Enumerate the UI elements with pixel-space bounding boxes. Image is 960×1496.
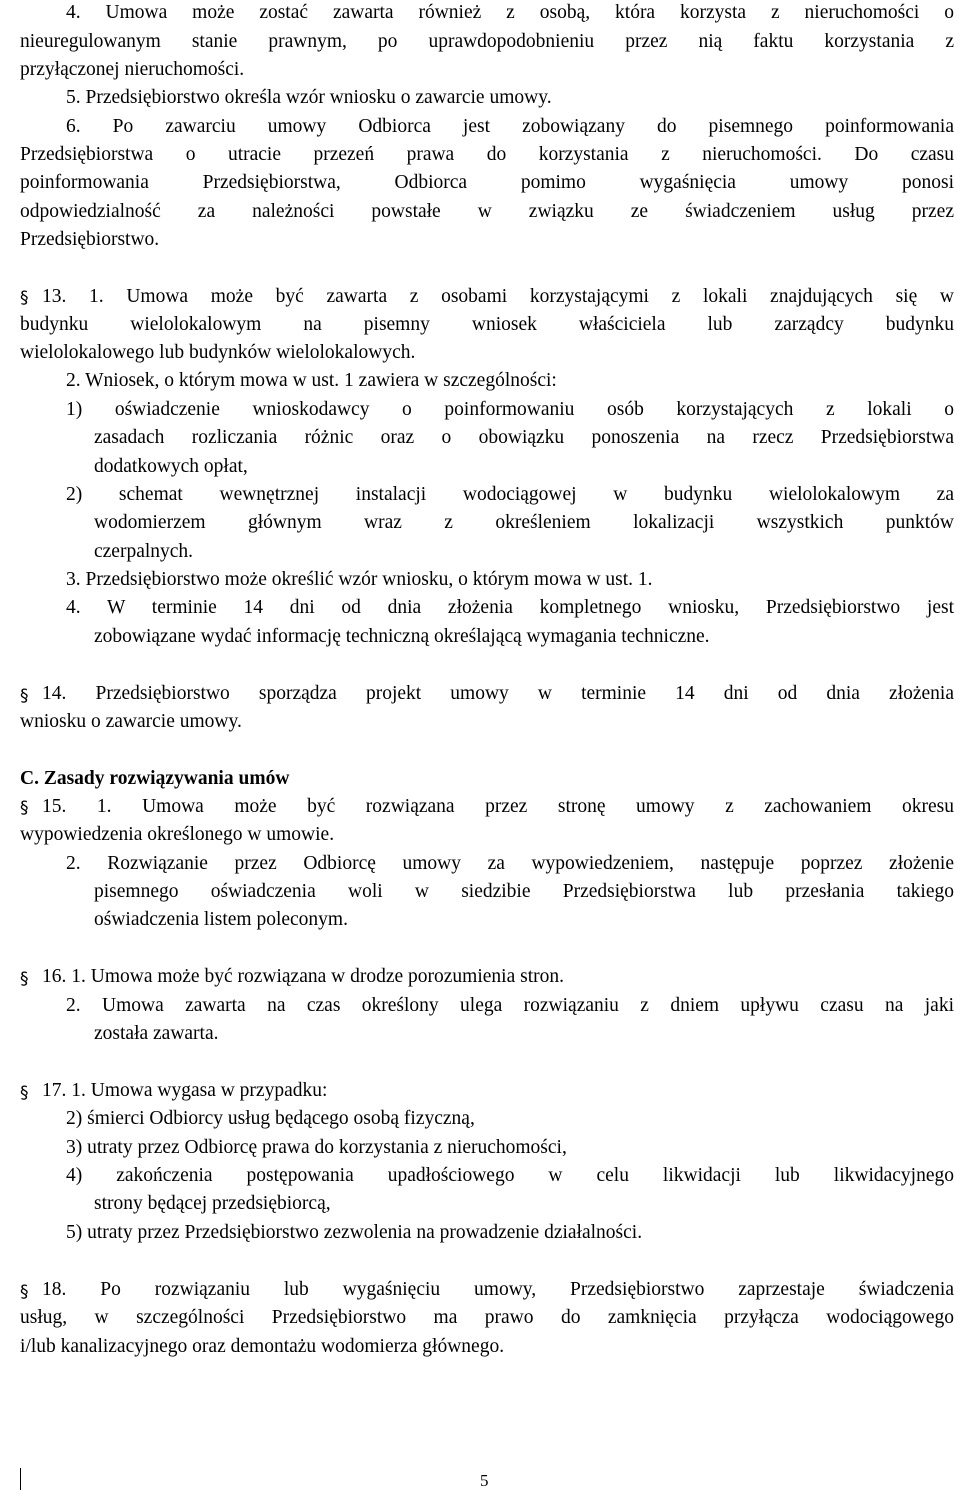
paragraph-4-line-2: nieuregulowanym stanie prawnym, po uprawdopodobnieniu przez nią faktu korzystania z (20, 31, 954, 52)
paragraph-4-line-3: przyłączonej nieruchomości. (20, 59, 245, 80)
paragraph-4-line-1: 4. Umowa może zostać zawarta również z osobą, która korzysta z nieruchomości o (66, 2, 954, 23)
section-16-point-2-line-1: 2. Umowa zawarta na czas określony ulega rozwiązaniu z dniem upływu czasu na jaki (66, 995, 954, 1016)
section-15-point-2-line-1: 2. Rozwiązanie przez Odbiorcę umowy za wypowiedzeniem, następuje poprzez złożenie (66, 853, 954, 874)
section-18-line-3: i/lub kanalizacyjnego oraz demontażu wodomierza głównego. (20, 1336, 505, 1357)
section-13-line-2: budynku wielolokalowym na pisemny wniosek właściciela lub zarządcy budynku (20, 314, 954, 335)
paragraph-6-line-3: poinformowania Przedsiębiorstwa, Odbiorca pomimo wygaśnięcia umowy ponosi (20, 172, 954, 193)
section-13-item-2-line-1: 2) schemat wewnętrznej instalacji wodociągowej w budynku wielolokalowym za (66, 484, 954, 505)
section-18-line-1: 18. Po rozwiązaniu lub wygaśnięciu umowy, Przedsiębiorstwo zaprzestaje świadczenia (42, 1279, 954, 1300)
section-13-point-3: 3. Przedsiębiorstwo może określić wzór wniosku, o którym mowa w ust. 1. (66, 569, 653, 590)
section-mark-18: § (20, 1282, 29, 1302)
section-17-item-4-line-1: 4) zakończenia postępowania upadłościowego w celu likwidacji lub likwidacyjnego (66, 1165, 954, 1186)
section-15-line-1: 15. 1. Umowa może być rozwiązana przez stronę umowy z zachowaniem okresu (42, 796, 954, 817)
section-13-item-1-line-2: zasadach rozliczania różnic oraz o obowiązku ponoszenia na rzecz Przedsiębiorstwa (94, 427, 954, 448)
section-13-line-1: 13. 1. Umowa może być zawarta z osobami korzystającymi z lokali znajdujących się w (42, 286, 954, 307)
section-mark-16: § (20, 969, 29, 989)
section-18-line-2: usług, w szczególności Przedsiębiorstwo ma prawo do zamknięcia przyłącza wodociągowego (20, 1307, 954, 1328)
section-15-line-2: wypowiedzenia określonego w umowie. (20, 824, 335, 845)
section-13-item-1-line-1: 1) oświadczenie wnioskodawcy o poinformowaniu osób korzystających z lokali o (66, 399, 954, 420)
footer-margin-mark (20, 1468, 21, 1490)
paragraph-6-line-5: Przedsiębiorstwo. (20, 229, 160, 250)
page-number: 5 (480, 1471, 489, 1490)
paragraph-6-line-4: odpowiedzialność za należności powstałe w związku ze świadczeniem usług przez (20, 201, 954, 222)
section-14-line-1: 14. Przedsiębiorstwo sporządza projekt umowy w terminie 14 dni od dnia złożenia (42, 683, 954, 704)
section-17-item-5: 5) utraty przez Przedsiębiorstwo zezwolenia na prowadzenie działalności. (66, 1222, 643, 1243)
section-17-item-2: 2) śmierci Odbiorcy usług będącego osobą fizyczną, (66, 1108, 475, 1129)
section-13-item-2-line-2: wodomierzem głównym wraz z określeniem lokalizacji wszystkich punktów (94, 512, 954, 533)
paragraph-6-line-2: Przedsiębiorstwa o utracie przezeń prawa do korzystania z nieruchomości. Do czasu (20, 144, 954, 165)
section-16-line-1: 16. 1. Umowa może być rozwiązana w drodze porozumienia stron. (42, 966, 564, 987)
section-17-item-4-line-2: strony będącej przedsiębiorcą, (94, 1193, 331, 1214)
section-mark-13: § (20, 288, 29, 308)
section-mark-17: § (20, 1083, 29, 1103)
section-mark-15: § (20, 798, 29, 818)
section-16-point-2-line-2: została zawarta. (94, 1023, 219, 1044)
section-15-point-2-line-2: pisemnego oświadczenia woli w siedzibie Przedsiębiorstwa lub przesłania takiego (94, 881, 954, 902)
section-13-item-2-line-3: czerpalnych. (94, 541, 194, 562)
section-14-line-2: wniosku o zawarcie umowy. (20, 711, 242, 732)
section-heading-c: C. Zasady rozwiązywania umów (20, 768, 290, 789)
section-15-point-2-line-3: oświadczenia listem poleconym. (94, 909, 348, 930)
section-13-point-4-line-2: zobowiązane wydać informację techniczną określającą wymagania techniczne. (94, 626, 710, 647)
section-13-point-4-line-1: 4. W terminie 14 dni od dnia złożenia kompletnego wniosku, Przedsiębiorstwo jest (66, 597, 954, 618)
section-13-item-1-line-3: dodatkowych opłat, (94, 456, 248, 477)
section-mark-14: § (20, 686, 29, 706)
section-13-point-2: 2. Wniosek, o którym mowa w ust. 1 zawiera w szczególności: (66, 370, 557, 391)
paragraph-5: 5. Przedsiębiorstwo określa wzór wniosku o zawarcie umowy. (66, 87, 552, 108)
section-13-line-3: wielolokalowego lub budynków wielolokalowych. (20, 342, 416, 363)
section-17-item-3: 3) utraty przez Odbiorcę prawa do korzystania z nieruchomości, (66, 1137, 567, 1158)
section-17-line-1: 17. 1. Umowa wygasa w przypadku: (42, 1080, 328, 1101)
paragraph-6-line-1: 6. Po zawarciu umowy Odbiorca jest zobowiązany do pisemnego poinformowania (66, 116, 954, 137)
